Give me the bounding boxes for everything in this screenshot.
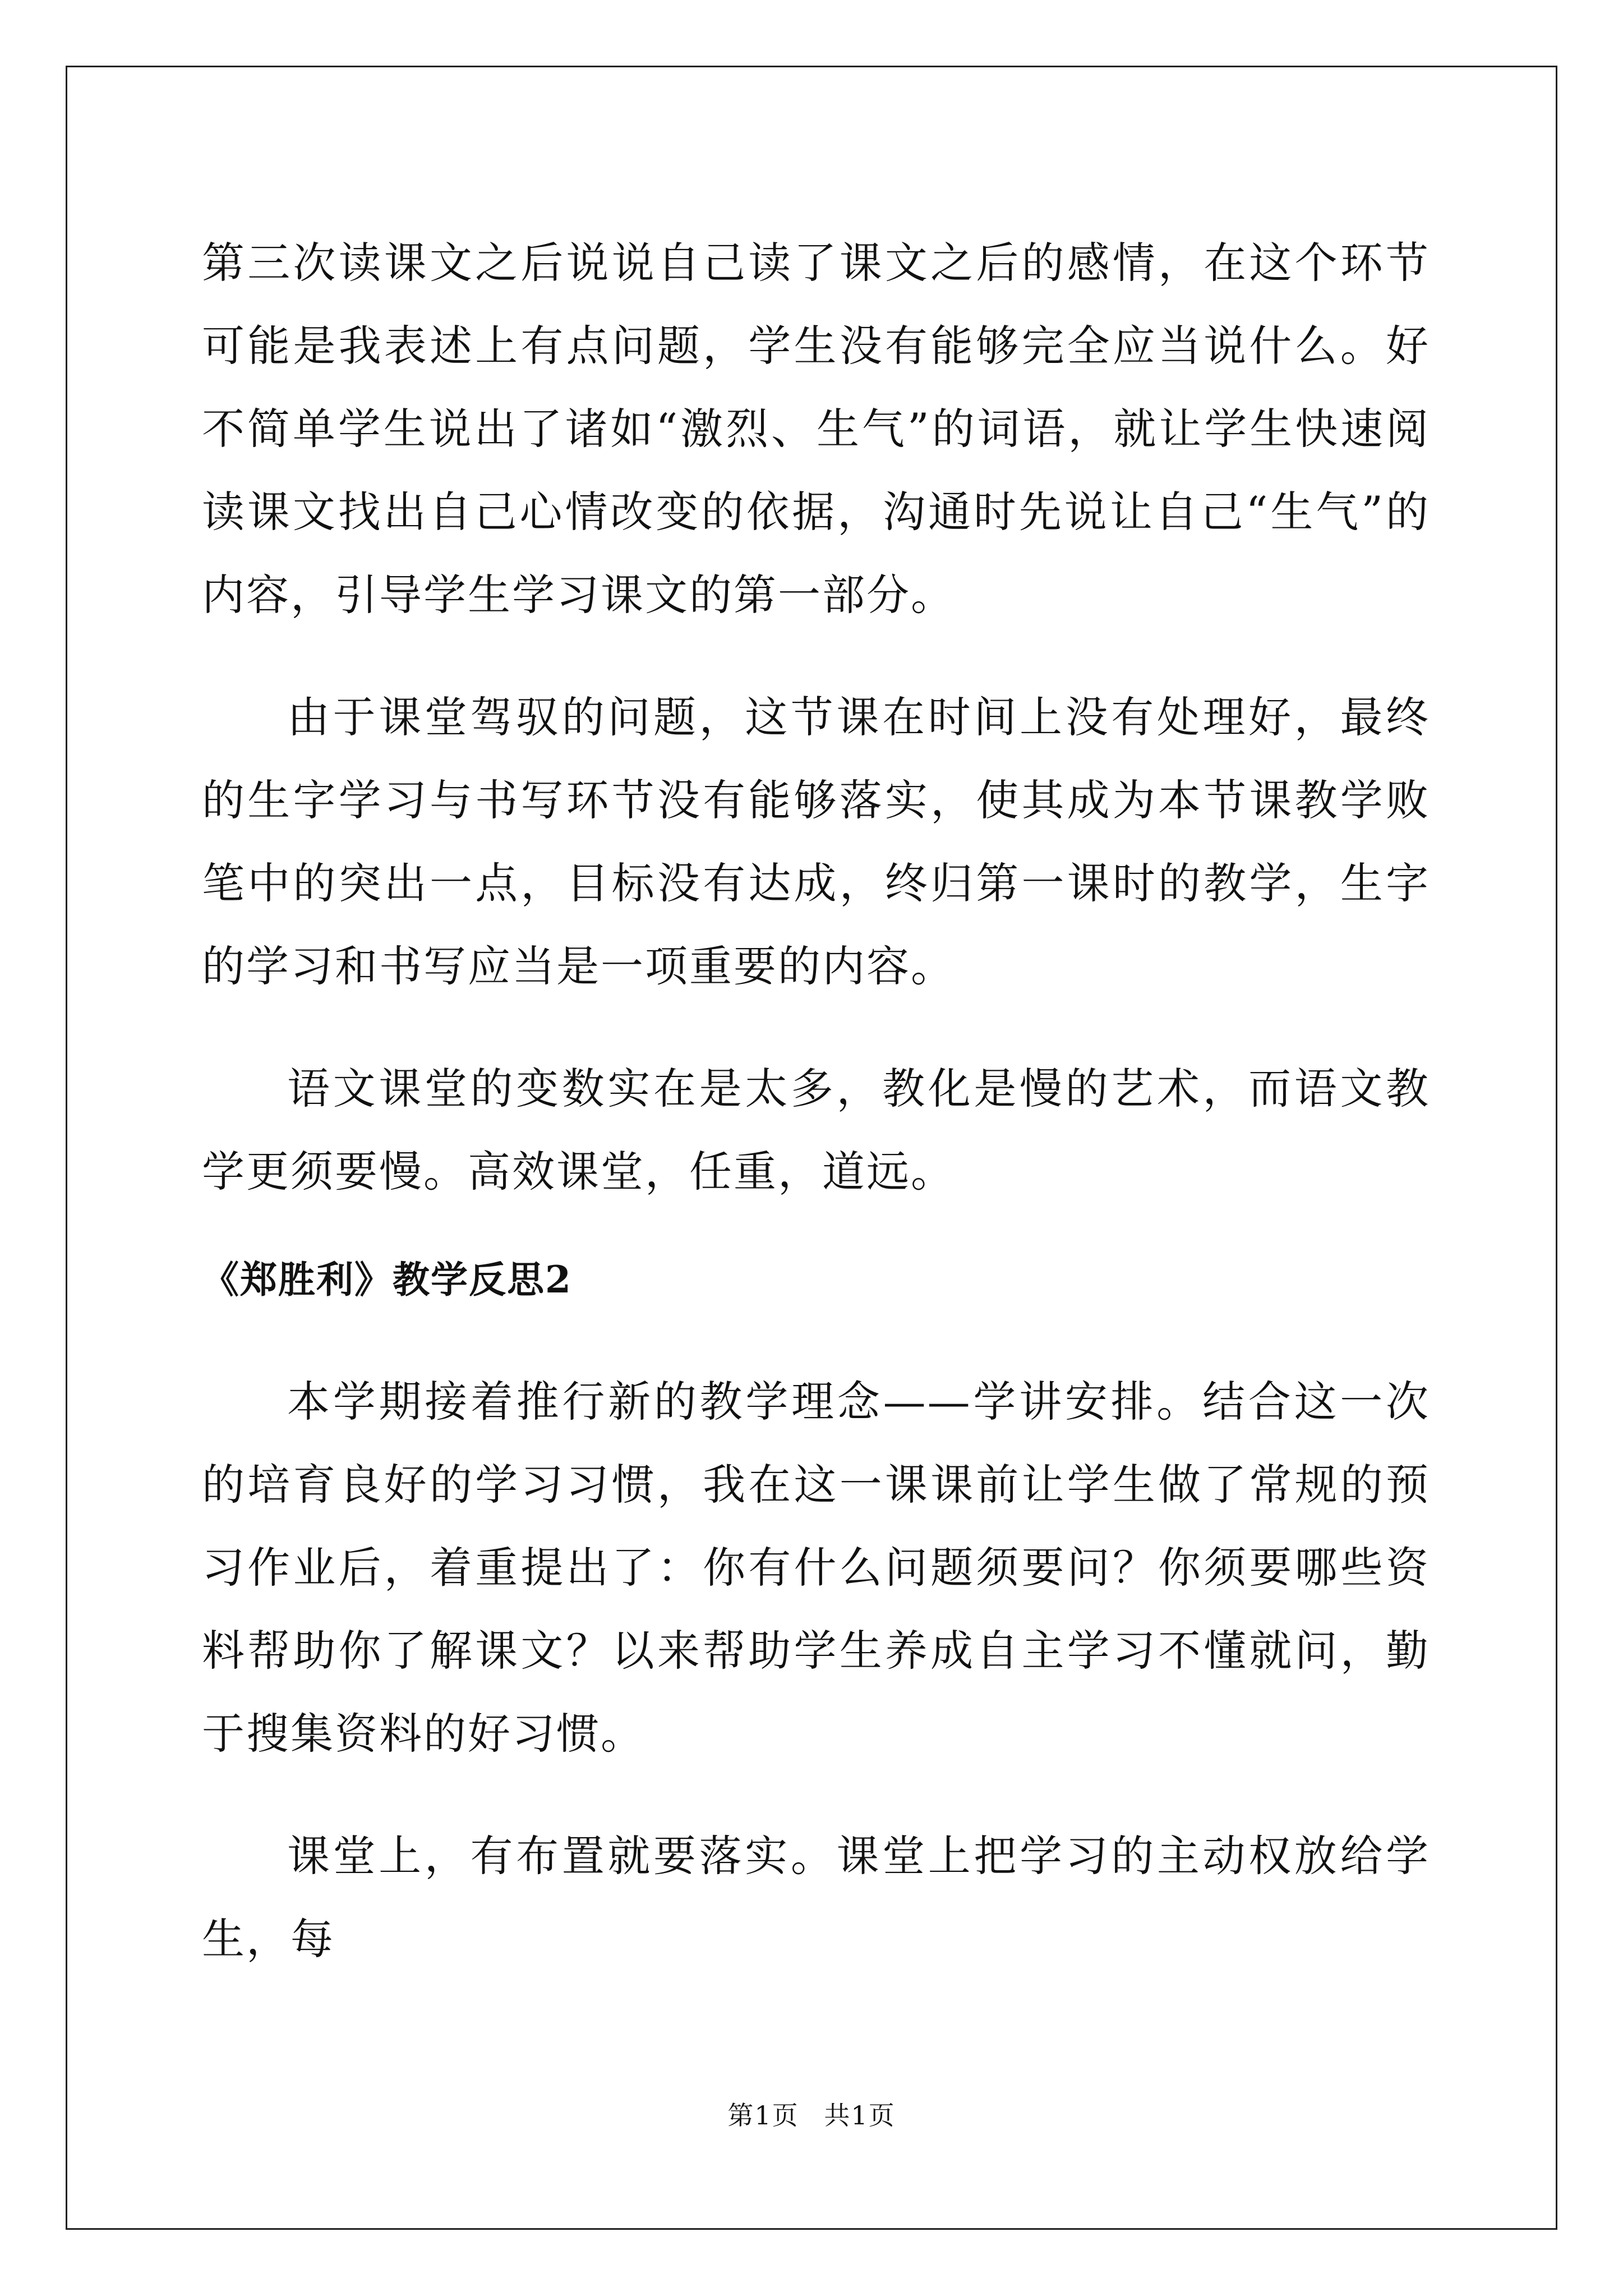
section-heading: 《郑胜利》教学反思2 <box>202 1258 572 1301</box>
paragraph-1: 第三次读课文之后说说自己读了课文之后的感情，在这个环节可能是我表述上有点问题，学生没有能够完全应当说什么。好不简单学生说出了诸如“激烈、生气”的词语，就让学生快速阅读课文找出自己心情改变的依据，沟通时先说让自己“生气”的内容，引导学生学习课文的第一部分。 <box>202 238 1430 620</box>
document-body <box>202 222 1430 1981</box>
paragraph-4: 本学期接着推行新的教学理念——学讲安排。结合这一次的培育良好的学习习惯，我在这一课课前让学生做了常规的预习作业后，着重提出了：你有什么问题须要问？你须要哪些资料帮助你了解课文？以来帮助学生养成自主学习不懂就问，勤于搜集资料的好习惯。 <box>202 1377 1430 1759</box>
page-number: 第1页 <box>727 2100 799 2131</box>
page-footer <box>0 2095 1623 2132</box>
paragraph-2: 由于课堂驾驭的问题，这节课在时间上没有处理好，最终的生字学习与书写环节没有能够落实，使其成为本节课教学败笔中的突出一点，目标没有达成，终归第一课时的教学，生字的学习和书写应当是一项重要的内容。 <box>202 692 1430 991</box>
paragraph-3: 语文课堂的变数实在是太多，教化是慢的艺术，而语文教学更须要慢。高效课堂，任重，道远。 <box>202 1064 1430 1197</box>
page-total: 共1页 <box>824 2100 896 2131</box>
paragraph-5: 课堂上，有布置就要落实。课堂上把学习的主动权放给学生，每 <box>202 1831 1430 1964</box>
